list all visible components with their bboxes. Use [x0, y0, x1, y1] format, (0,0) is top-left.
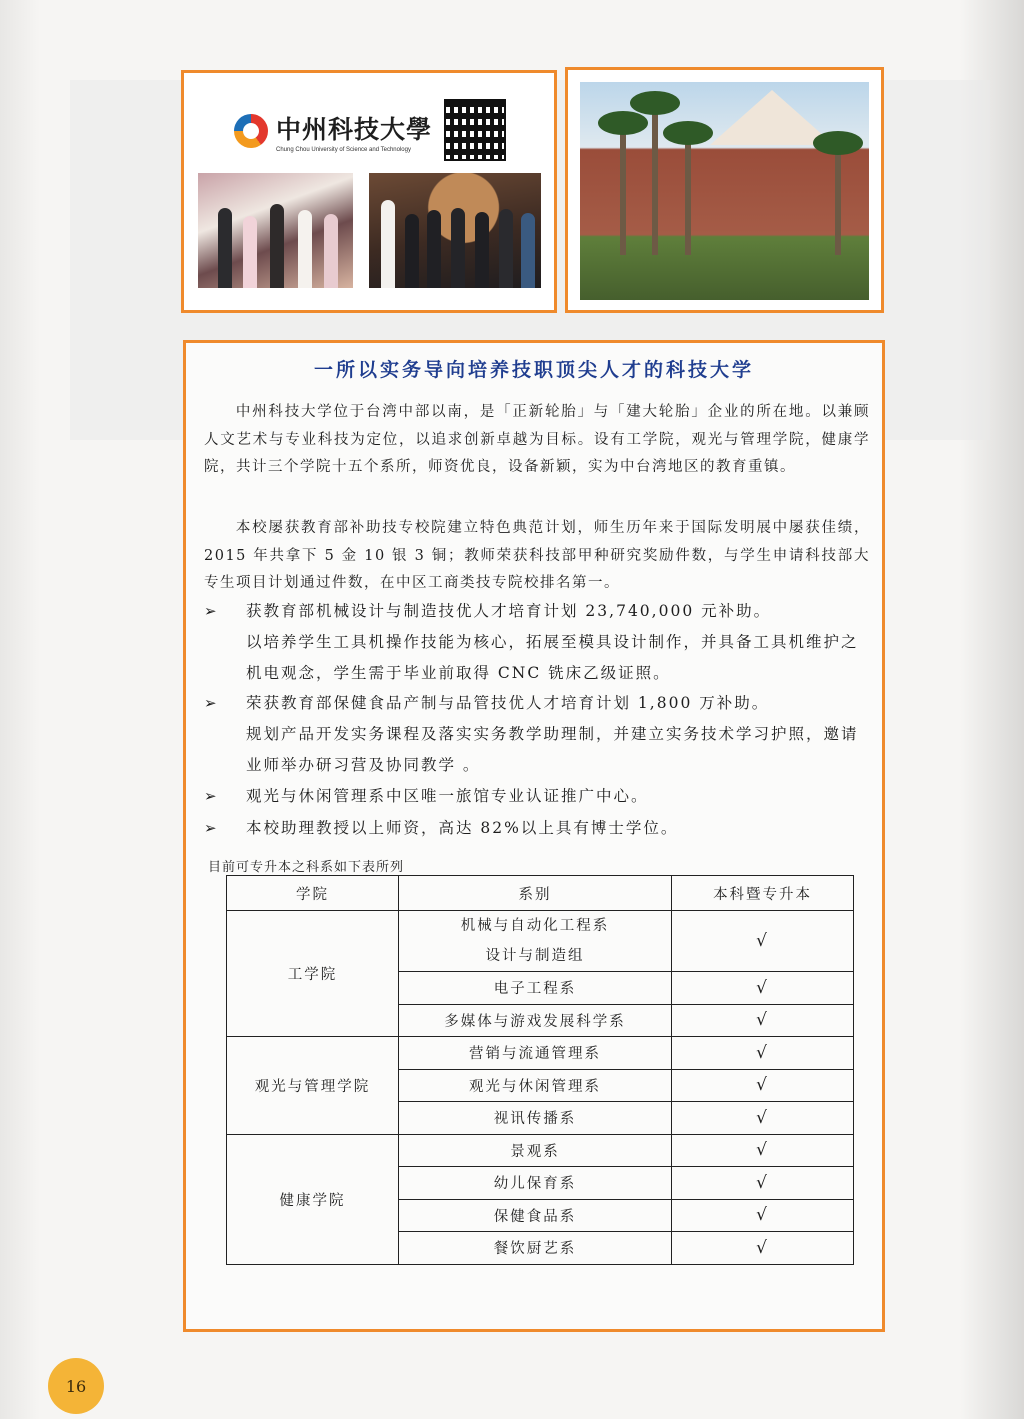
- intro-paragraph: 中州科技大学位于台湾中部以南，是「正新轮胎」与「建大轮胎」企业的所在地。以兼顾人文艺术与专业科技为定位，以追求创新卓越为目标。设有工学院，观光与管理学院，健康学院，共计三个学院十五个系所，师资优良，设备新颖，实为中台湾地区的教育重镇。: [204, 404, 870, 475]
- header-college: 学院: [227, 876, 399, 911]
- bullet-detail: 以培养学生工具机操作技能为核心，拓展至模具设计制作，并具备工具机维护之机电观念，学生需于毕业前取得 CNC 铣床乙级证照。: [246, 633, 859, 682]
- article-frame: [183, 340, 885, 1332]
- arrow-bullet-icon: ➢: [204, 602, 219, 620]
- bullet-item: [204, 688, 874, 719]
- bullet-text: 获教育部机械设计与制造技优人才培育计划 23,740,000 元补助。: [246, 602, 772, 620]
- check-mark-icon: √: [672, 972, 854, 1005]
- department-cell: 观光与休闲管理系: [398, 1069, 671, 1102]
- bullet-text: 荣获教育部保健食品产制与品管技优人才培育计划 1,800 万补助。: [246, 694, 770, 712]
- department-cell: 幼儿保育系: [398, 1167, 671, 1200]
- department-table: [226, 875, 854, 1265]
- article-title: 一所以实务导向培养技职顶尖人才的科技大学: [313, 359, 754, 381]
- school-emblem-icon: [234, 114, 268, 148]
- check-mark-icon: √: [672, 1134, 854, 1167]
- department-cell: [398, 911, 671, 972]
- check-mark-icon: √: [672, 1037, 854, 1070]
- check-mark-icon: √: [672, 1199, 854, 1232]
- department-cell: 景观系: [398, 1134, 671, 1167]
- table-header-row: [227, 876, 854, 911]
- campus-photo-panel: [565, 67, 884, 313]
- department-cell: 多媒体与游戏发展科学系: [398, 1004, 671, 1037]
- bullet-text: 本校助理教授以上师资，高达 82%以上具有博士学位。: [246, 819, 679, 837]
- table-row: [227, 1134, 854, 1167]
- department-cell: 餐饮厨艺系: [398, 1232, 671, 1265]
- qr-code-icon: [446, 101, 504, 159]
- header-department: 系别: [398, 876, 671, 911]
- department-cell: 营销与流通管理系: [398, 1037, 671, 1070]
- college-cell: 观光与管理学院: [227, 1037, 399, 1135]
- bullet-item: [204, 596, 874, 627]
- achievements-paragraph: 本校屡获教育部补助技专校院建立特色典范计划，师生历年来于国际发明展中屡获佳绩，2015 年共拿下 5 金 10 银 3 铜；教师荣获科技部甲种研究奖励件数，与学生申请科技部大专生项目计划通过件数，在中区工商类技专院校排名第一。: [204, 520, 870, 591]
- bullet-detail: 规划产品开发实务课程及落实实务教学助理制，并建立实务技术学习护照，邀请业师举办研习营及协同教学 。: [246, 725, 859, 774]
- school-logo-photo-panel: [181, 70, 557, 313]
- arrow-bullet-icon: ➢: [204, 694, 219, 712]
- event-photo-students: [198, 173, 353, 288]
- header-upgrade: 本科暨专升本: [672, 876, 854, 911]
- school-logo-english: Chung Chou University of Science and Technology: [276, 146, 411, 153]
- campus-building-photo: [580, 82, 869, 300]
- department-line: 机械与自动化工程系 设计与制造组: [460, 918, 610, 964]
- table-row: [227, 1037, 854, 1070]
- table-row: [227, 911, 854, 972]
- check-mark-icon: √: [672, 911, 854, 972]
- arrow-bullet-icon: ➢: [204, 819, 219, 837]
- school-logo: [234, 101, 432, 161]
- college-cell: 健康学院: [227, 1134, 399, 1264]
- event-photo-award: [369, 173, 541, 288]
- bullet-text: 观光与休闲管理系中区唯一旅馆专业认证推广中心。: [246, 787, 649, 805]
- check-mark-icon: √: [672, 1069, 854, 1102]
- department-cell: 保健食品系: [398, 1199, 671, 1232]
- page-number-badge: 16: [48, 1358, 104, 1414]
- table-caption: 目前可专升本之科系如下表所列: [208, 860, 405, 875]
- check-mark-icon: √: [672, 1232, 854, 1265]
- college-cell: 工学院: [227, 911, 399, 1037]
- department-cell: 视讯传播系: [398, 1102, 671, 1135]
- department-cell: 电子工程系: [398, 972, 671, 1005]
- school-logo-name: 中州科技大學: [276, 114, 433, 144]
- check-mark-icon: √: [672, 1167, 854, 1200]
- arrow-bullet-icon: ➢: [204, 787, 219, 805]
- bullet-item: [204, 813, 874, 844]
- bullet-item: [204, 781, 874, 812]
- check-mark-icon: √: [672, 1102, 854, 1135]
- check-mark-icon: √: [672, 1004, 854, 1037]
